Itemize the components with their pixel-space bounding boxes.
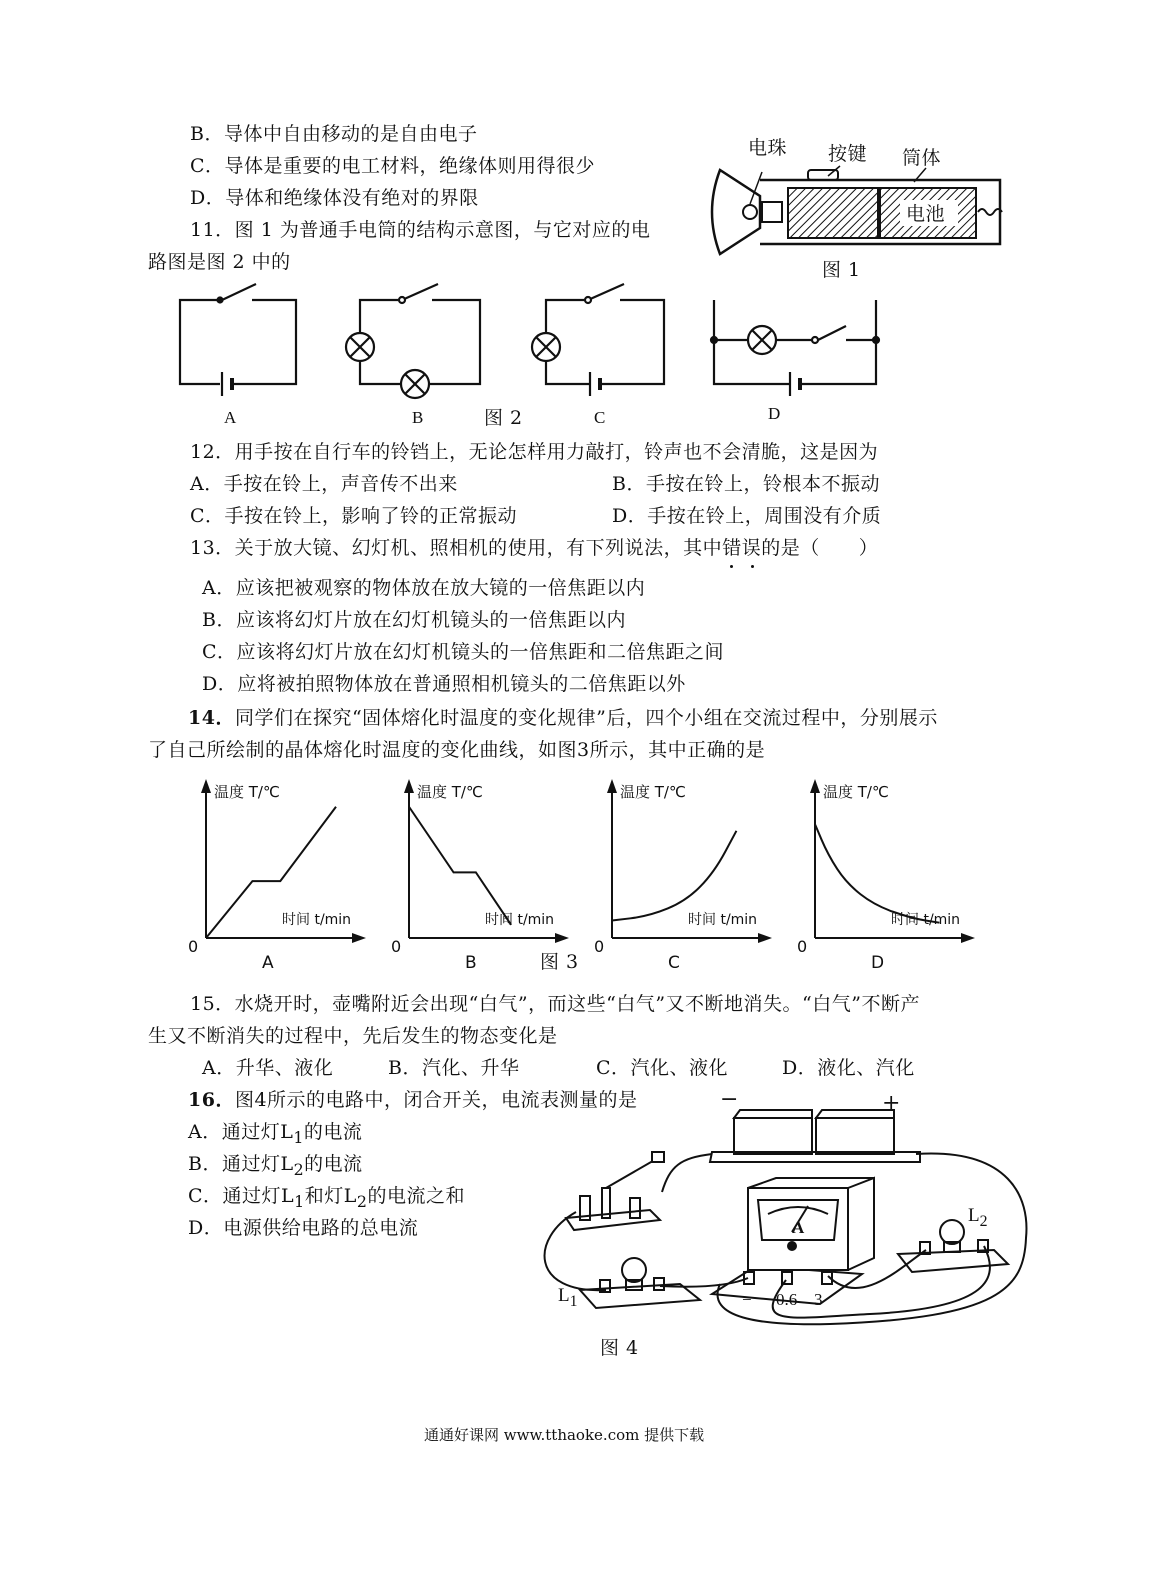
l1-label	[558, 1286, 578, 1312]
q13-option-a: A．应该把被观察的物体放在放大镜的一倍焦距以内	[202, 577, 646, 599]
x-axis-label: 时间 t/min	[891, 912, 961, 928]
y-axis-label: 温度 T/℃	[214, 783, 280, 801]
q11-stem-line1: 11．图 1 为普通手电筒的结构示意图，与它对应的电	[190, 219, 651, 241]
fig1-caption: 图 1	[822, 259, 861, 281]
y-axis-label: 温度 T/℃	[823, 783, 889, 801]
x-axis-label: 时间 t/min	[485, 912, 555, 928]
q10-option-c: C．导体是重要的电工材料，绝缘体则用得很少	[190, 155, 596, 177]
q16-b-pre: B．通过灯L	[188, 1153, 294, 1175]
q12-option-a: A．手按在铃上，声音传不出来	[190, 473, 458, 495]
q16-option-d: D．电源供给电路的总电流	[188, 1217, 419, 1239]
q16-c-sub1: 1	[294, 1191, 305, 1211]
emphasis-dot	[751, 565, 754, 568]
q15-option-c: C．汽化、液化	[596, 1057, 729, 1079]
x-axis-label: 时间 t/min	[282, 912, 352, 928]
lamp-l1	[580, 1258, 700, 1308]
q15-option-b: B．汽化、升华	[388, 1057, 520, 1079]
q16-c-pre: C．通过灯L	[188, 1185, 295, 1207]
q12-option-c: C．手按在铃上，影响了铃的正常振动	[190, 505, 518, 527]
fig3-caption: 图 3	[540, 951, 579, 973]
q12-stem: 12．用手按在自行车的铃铛上，无论怎样用力敲打，铃声也不会清脆，这是因为	[190, 441, 879, 463]
q16-option-b	[188, 1152, 363, 1182]
melting-curve	[815, 824, 939, 922]
fig2-label-a: A	[224, 408, 237, 427]
q10-option-d: D．导体和绝缘体没有绝对的界限	[190, 187, 479, 209]
panel-label: D	[871, 953, 885, 973]
q16-c-mid: 和灯L	[304, 1185, 357, 1207]
q16-c-sub2: 2	[356, 1191, 368, 1211]
q16-c-post: 的电流之和	[367, 1185, 465, 1207]
x-axis-label: 时间 t/min	[688, 912, 758, 928]
q15-stem-line1: 15．水烧开时，壶嘴附近会出现“白气”，而这些“白气”又不断地消失。“白气”不断产	[190, 993, 920, 1015]
battery-plus-label: +	[882, 1091, 901, 1116]
q14-stem-line2: 了自己所绘制的晶体熔化时温度的变化曲线，如图3所示，其中正确的是	[148, 739, 766, 761]
fig2-label-b: B	[412, 408, 424, 427]
fig1-battery-label: 电池	[906, 203, 946, 225]
x-axis-arrow	[352, 933, 366, 943]
wire	[545, 1212, 606, 1290]
ammeter-label: A	[792, 1218, 805, 1237]
q16-number: 16．	[188, 1089, 235, 1111]
switch	[566, 1152, 664, 1230]
circuit-diagrams	[170, 280, 900, 410]
fig1-bulb-label: 电珠	[748, 137, 788, 159]
ammeter	[712, 1178, 874, 1304]
q13-option-c: C．应该将幻灯片放在幻灯机镜头的一倍焦距和二倍焦距之间	[202, 641, 725, 663]
circuit-d	[711, 300, 879, 396]
origin-label: 0	[391, 937, 402, 956]
q16-a-pre: A．通过灯L	[188, 1121, 294, 1143]
q15-option-d: D．液化、汽化	[782, 1057, 915, 1079]
y-axis-label: 温度 T/℃	[620, 783, 686, 801]
melting-curve	[612, 831, 736, 921]
circuit-b	[346, 284, 480, 398]
battery-minus-label: −	[720, 1087, 739, 1112]
q14-stem-line1	[188, 706, 938, 730]
fig4-caption: 图 4	[600, 1337, 639, 1359]
q15-option-a: A．升华、液化	[202, 1057, 334, 1079]
l2-label	[968, 1206, 988, 1232]
q12-option-d: D．手按在铃上，周围没有介质	[612, 505, 882, 527]
q16-option-a	[188, 1120, 362, 1150]
q16-stem-text: 图4所示的电路中，闭合开关，电流表测量的是	[234, 1089, 638, 1111]
q13-stem-post: 的是（ ）	[761, 537, 879, 559]
l2-subscript: 2	[979, 1212, 988, 1230]
q16-a-post: 的电流	[303, 1121, 363, 1143]
q13-emphasis	[722, 537, 761, 559]
x-axis-arrow	[555, 933, 569, 943]
battery-box	[710, 1110, 920, 1162]
q16-a-sub: 1	[293, 1127, 304, 1147]
ammeter-negative-terminal: −	[742, 1290, 752, 1309]
circuit-c	[532, 284, 664, 396]
melting-curve	[409, 807, 511, 925]
fig2-label-c: C	[594, 408, 606, 427]
origin-label: 0	[188, 937, 199, 956]
circuit-a	[180, 284, 296, 396]
melting-curve-charts	[180, 775, 1000, 975]
fig2-label-d: D	[768, 404, 781, 423]
q12-option-b: B．手按在铃上，铃根本不振动	[612, 473, 880, 495]
panel-label: B	[465, 953, 477, 973]
q13-stem	[190, 536, 878, 560]
y-axis-arrow	[607, 779, 617, 793]
l1-subscript: 1	[569, 1292, 578, 1310]
emphasis-dot	[730, 565, 733, 568]
q14-number: 14．	[188, 707, 235, 729]
panel-label: C	[668, 953, 680, 973]
q14-line1-text: 同学们在探究“固体熔化时温度的变化规律”后，四个小组在交流过程中，分别展示	[234, 707, 938, 729]
q10-option-b: B．导体中自由移动的是自由电子	[190, 123, 478, 145]
y-axis-arrow	[810, 779, 820, 793]
wire	[662, 1154, 712, 1192]
fig1-key-label: 按键	[828, 143, 868, 165]
panel-label: A	[262, 953, 274, 973]
q16-b-sub: 2	[293, 1159, 305, 1179]
q11-stem-line2: 路图是图 2 中的	[148, 251, 291, 273]
q15-stem-line2: 生又不断消失的过程中，先后发生的物态变化是	[148, 1025, 558, 1047]
q13-option-b: B．应该将幻灯片放在幻灯机镜头的一倍焦距以内	[202, 609, 626, 631]
x-axis-arrow	[758, 933, 772, 943]
y-axis-arrow	[404, 779, 414, 793]
x-axis-arrow	[961, 933, 975, 943]
q16-b-post: 的电流	[304, 1153, 363, 1175]
fig1-tube-label: 筒体	[902, 147, 942, 169]
y-axis-label: 温度 T/℃	[417, 783, 483, 801]
ammeter-3-terminal: 3	[814, 1290, 823, 1309]
l2-letter: L	[968, 1205, 980, 1226]
ammeter-06-terminal: 0.6	[776, 1290, 798, 1309]
footer-text: 通通好课网 www.tthaoke.com 提供下载	[424, 1426, 705, 1444]
lamp-l2	[898, 1220, 1008, 1272]
q13-option-d: D．应将被拍照物体放在普通照相机镜头的二倍焦距以外	[202, 673, 686, 695]
y-axis-arrow	[201, 779, 211, 793]
origin-label: 0	[594, 937, 605, 956]
origin-label: 0	[797, 937, 808, 956]
l1-letter: L	[558, 1285, 570, 1306]
q16-option-c	[188, 1184, 465, 1214]
q13-emphasis-text: 错误	[722, 537, 762, 559]
fig2-caption: 图 2	[484, 407, 523, 429]
q13-stem-pre: 13．关于放大镜、幻灯机、照相机的使用，有下列说法，其中	[190, 537, 723, 559]
